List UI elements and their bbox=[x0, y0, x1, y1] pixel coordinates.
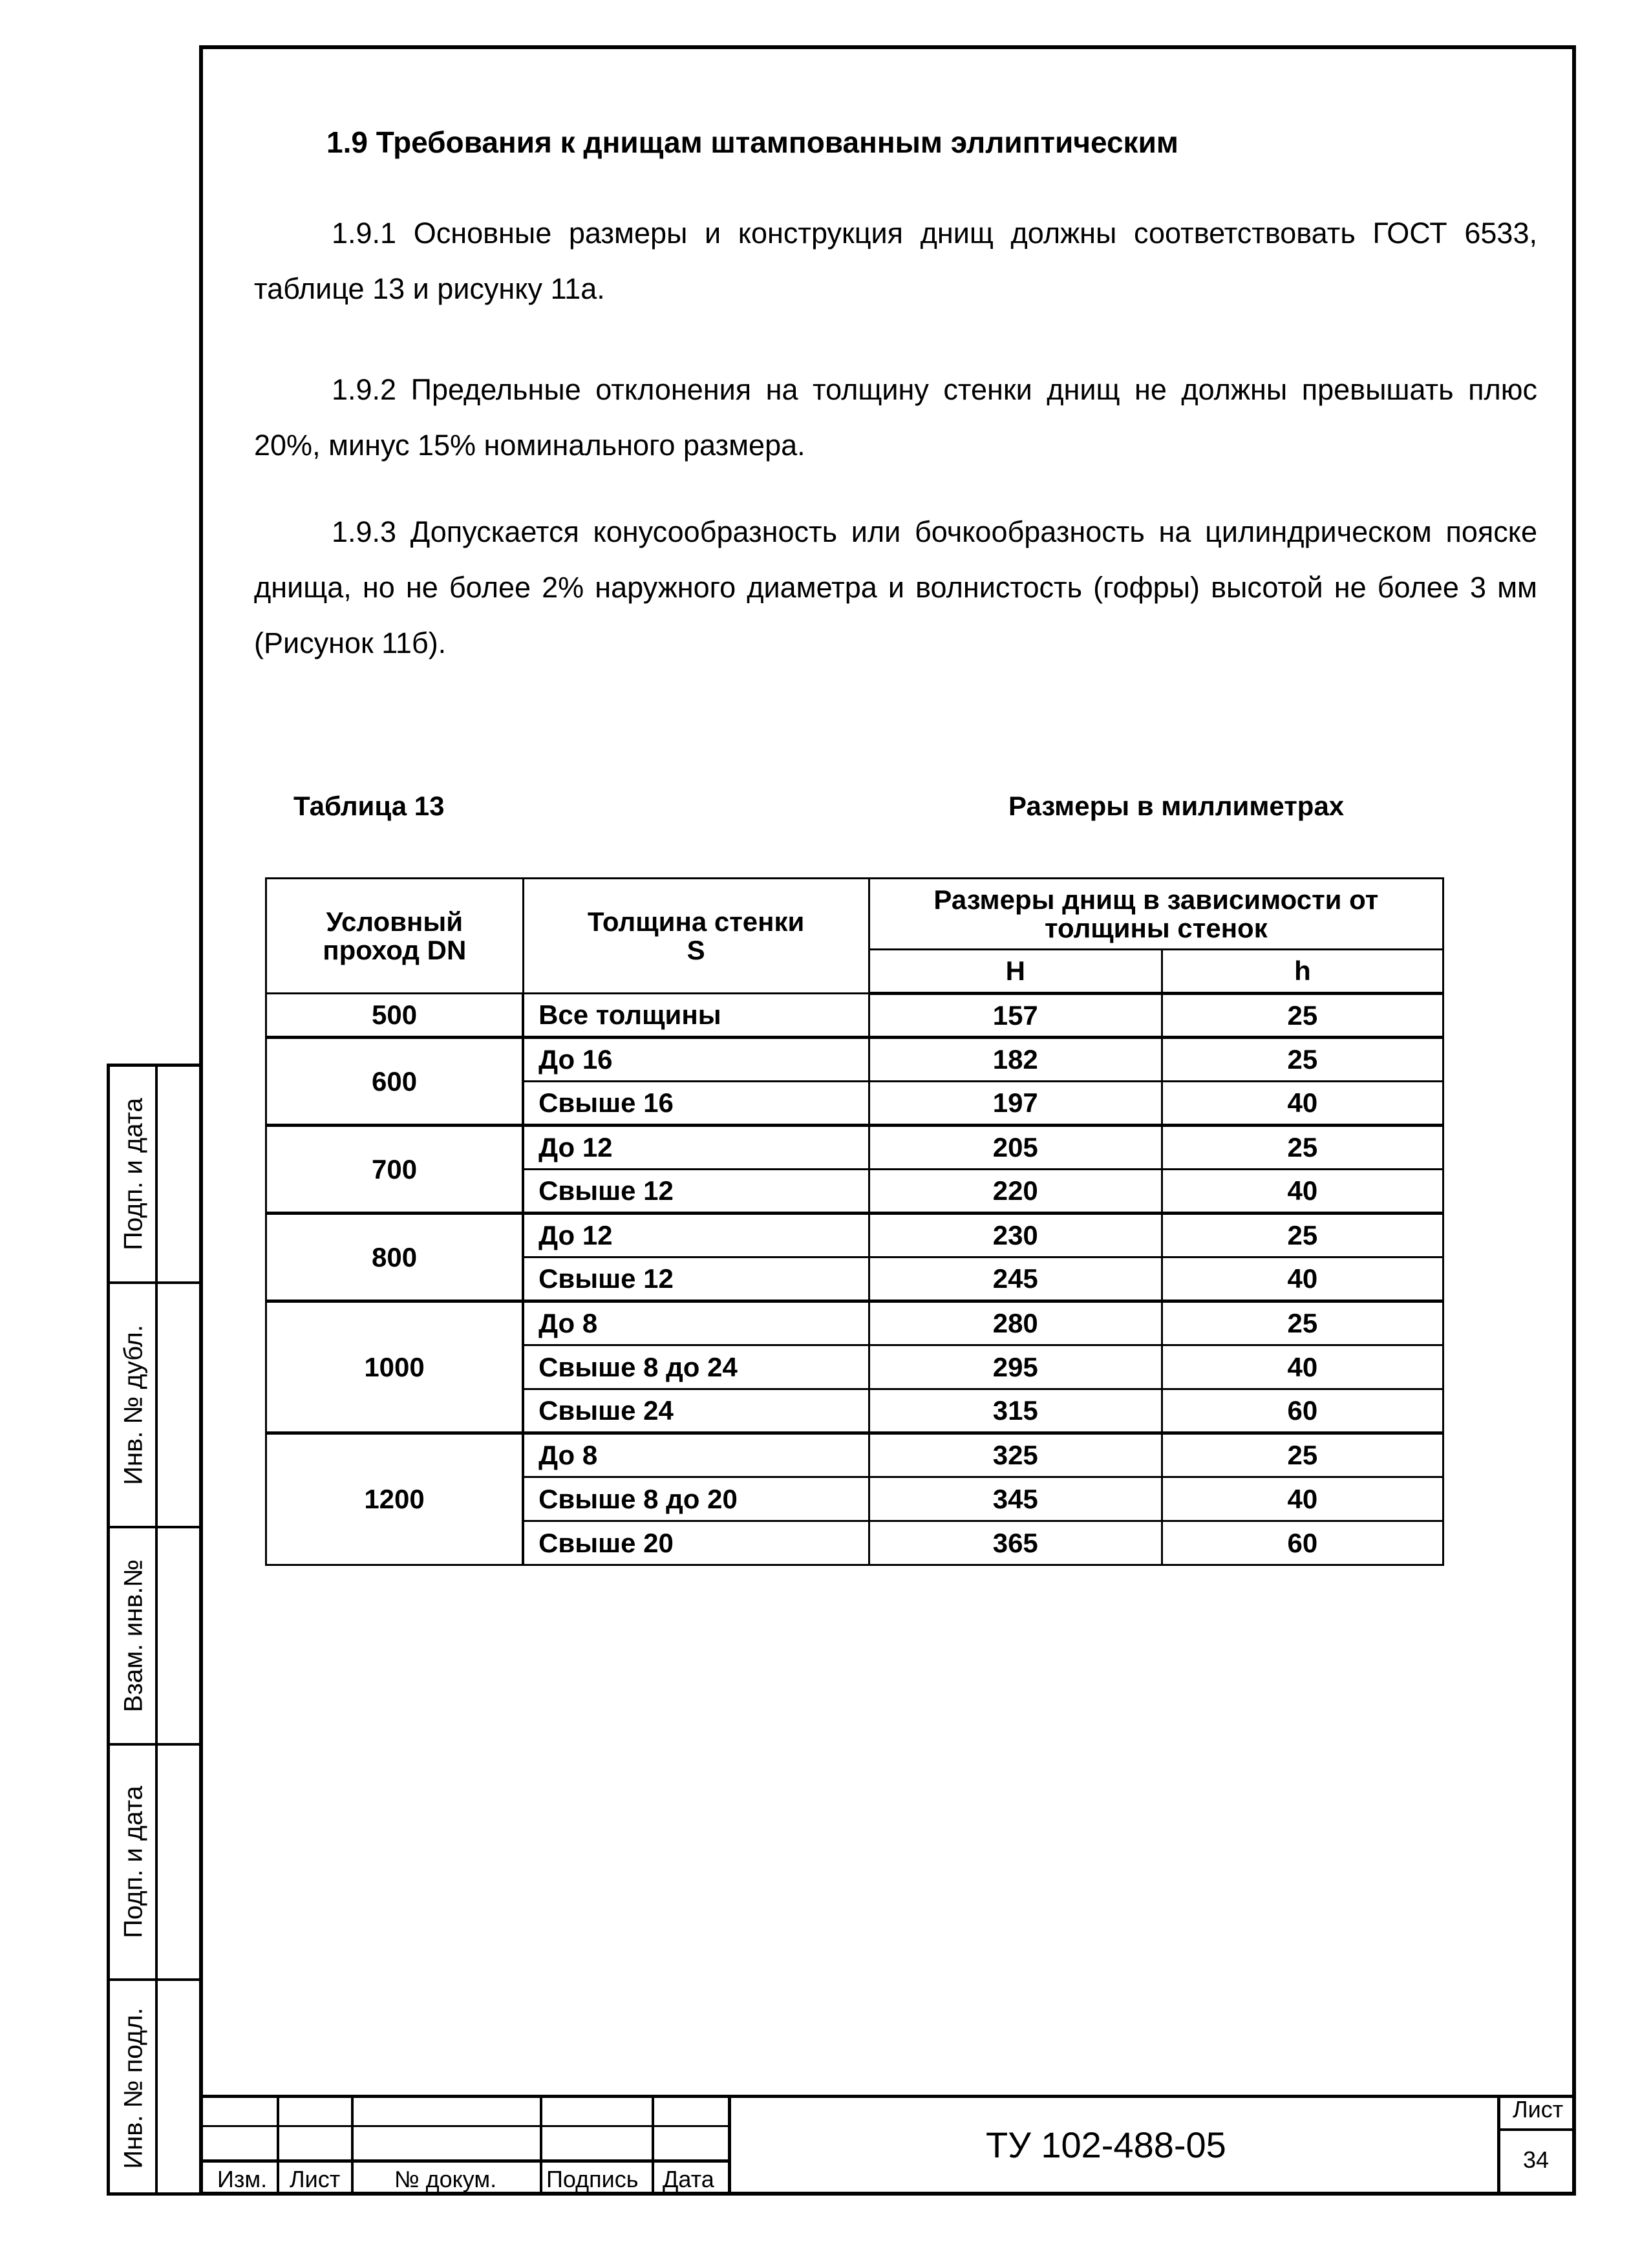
cell-dn: 800 bbox=[266, 1214, 524, 1301]
document-code: ТУ 102-488-05 bbox=[986, 2124, 1226, 2165]
table-row bbox=[266, 994, 1443, 1038]
cell-thickness: До 8 bbox=[523, 1301, 869, 1345]
cell-H: 182 bbox=[869, 1038, 1162, 1082]
side-stamp-strip bbox=[107, 1064, 199, 2196]
cell-h: 40 bbox=[1162, 1345, 1443, 1389]
cell-thickness: Свыше 16 bbox=[523, 1082, 869, 1126]
dimensions-table bbox=[265, 877, 1444, 1566]
side-label: Инв. № дубл. bbox=[119, 1325, 148, 1485]
side-label: Подп. и дата bbox=[119, 1786, 148, 1938]
side-cell-replace-inv bbox=[110, 1526, 199, 1743]
header-dn: Условный проход DN bbox=[266, 879, 524, 994]
table-row bbox=[266, 1038, 1443, 1082]
paragraph-1-9-2: 1.9.2 Предельные отклонения на толщину стенки днищ не должны превышать плюс 20%, минус 15% номинального размера. bbox=[254, 373, 1537, 462]
table-row bbox=[266, 1126, 1443, 1170]
cell-H: 325 bbox=[869, 1433, 1162, 1477]
cell-h: 40 bbox=[1162, 1257, 1443, 1301]
cell-thickness: Свыше 12 bbox=[523, 1170, 869, 1214]
table-body bbox=[266, 994, 1443, 1565]
cell-thickness: До 12 bbox=[523, 1214, 869, 1257]
tb-caption-sheet: Лист bbox=[290, 2166, 341, 2192]
cell-H: 205 bbox=[869, 1126, 1162, 1170]
sheet-number: 34 bbox=[1523, 2146, 1550, 2173]
cell-dn: 500 bbox=[266, 994, 524, 1038]
tb-caption-change: Изм. bbox=[217, 2166, 268, 2192]
side-label: Взам. инв.№ bbox=[119, 1559, 148, 1713]
cell-h: 25 bbox=[1162, 994, 1443, 1038]
cell-thickness: Свыше 8 до 24 bbox=[523, 1345, 869, 1389]
header-dimensions-group: Размеры днищ в зависимости от толщины стенок bbox=[869, 879, 1443, 950]
cell-thickness: До 16 bbox=[523, 1038, 869, 1082]
cell-h: 25 bbox=[1162, 1126, 1443, 1170]
cell-h: 40 bbox=[1162, 1477, 1443, 1521]
side-label: Инв. № подл. bbox=[119, 2007, 148, 2169]
table-caption: Таблица 13 bbox=[293, 791, 445, 821]
cell-H: 157 bbox=[869, 994, 1162, 1038]
header-thickness: Толщина стенки S bbox=[523, 879, 869, 994]
paragraph-1-9-1: 1.9.1 Основные размеры и конструкция днищ должны соответствовать ГОСТ 6533, таблице 13 и рисунку 11а. bbox=[254, 217, 1537, 305]
side-label: Подп. и дата bbox=[119, 1098, 148, 1250]
cell-dn: 1000 bbox=[266, 1301, 524, 1433]
table-units: Размеры в миллиметрах bbox=[1008, 791, 1345, 821]
cell-h: 40 bbox=[1162, 1082, 1443, 1126]
cell-H: 345 bbox=[869, 1477, 1162, 1521]
cell-thickness: Свыше 20 bbox=[523, 1521, 869, 1565]
cell-thickness: До 12 bbox=[523, 1126, 869, 1170]
tb-caption-signature: Подпись bbox=[546, 2166, 639, 2192]
cell-dn: 1200 bbox=[266, 1433, 524, 1565]
table-row bbox=[266, 1214, 1443, 1257]
tb-caption-doc-number: № докум. bbox=[394, 2166, 497, 2192]
cell-H: 220 bbox=[869, 1170, 1162, 1214]
header-h: h bbox=[1162, 950, 1443, 994]
cell-dn: 600 bbox=[266, 1038, 524, 1126]
header-H: H bbox=[869, 950, 1162, 994]
sheet-label: Лист bbox=[1513, 2096, 1564, 2123]
cell-thickness: Свыше 24 bbox=[523, 1389, 869, 1433]
side-cell-sign-date-2 bbox=[110, 1743, 199, 1978]
side-cell-sign-date-1 bbox=[110, 1067, 199, 1281]
cell-h: 25 bbox=[1162, 1038, 1443, 1082]
cell-H: 365 bbox=[869, 1521, 1162, 1565]
cell-dn: 700 bbox=[266, 1126, 524, 1214]
section-heading: 1.9 Требования к днищам штампованным эллиптическим bbox=[326, 125, 1178, 159]
side-cell-inv-orig bbox=[110, 1978, 199, 2196]
side-cell-inv-dup bbox=[110, 1281, 199, 1526]
cell-thickness: До 8 bbox=[523, 1433, 869, 1477]
cell-h: 25 bbox=[1162, 1301, 1443, 1345]
cell-thickness: Свыше 8 до 20 bbox=[523, 1477, 869, 1521]
cell-H: 280 bbox=[869, 1301, 1162, 1345]
cell-h: 60 bbox=[1162, 1521, 1443, 1565]
cell-H: 197 bbox=[869, 1082, 1162, 1126]
cell-H: 230 bbox=[869, 1214, 1162, 1257]
table-row bbox=[266, 1301, 1443, 1345]
cell-H: 295 bbox=[869, 1345, 1162, 1389]
cell-h: 40 bbox=[1162, 1170, 1443, 1214]
cell-H: 245 bbox=[869, 1257, 1162, 1301]
cell-H: 315 bbox=[869, 1389, 1162, 1433]
paragraph-1-9-3: 1.9.3 Допускается конусообразность или бочкообразность на цилиндрическом пояске днища, но не более 2% наружного диаметра и волнистость (гофры) высотой не более 3 мм (Рисунок 11б). bbox=[254, 515, 1537, 659]
table-row bbox=[266, 1433, 1443, 1477]
cell-h: 25 bbox=[1162, 1214, 1443, 1257]
cell-h: 60 bbox=[1162, 1389, 1443, 1433]
cell-thickness: Все толщины bbox=[523, 994, 869, 1038]
tb-caption-date: Дата bbox=[663, 2166, 714, 2192]
cell-h: 25 bbox=[1162, 1433, 1443, 1477]
cell-thickness: Свыше 12 bbox=[523, 1257, 869, 1301]
